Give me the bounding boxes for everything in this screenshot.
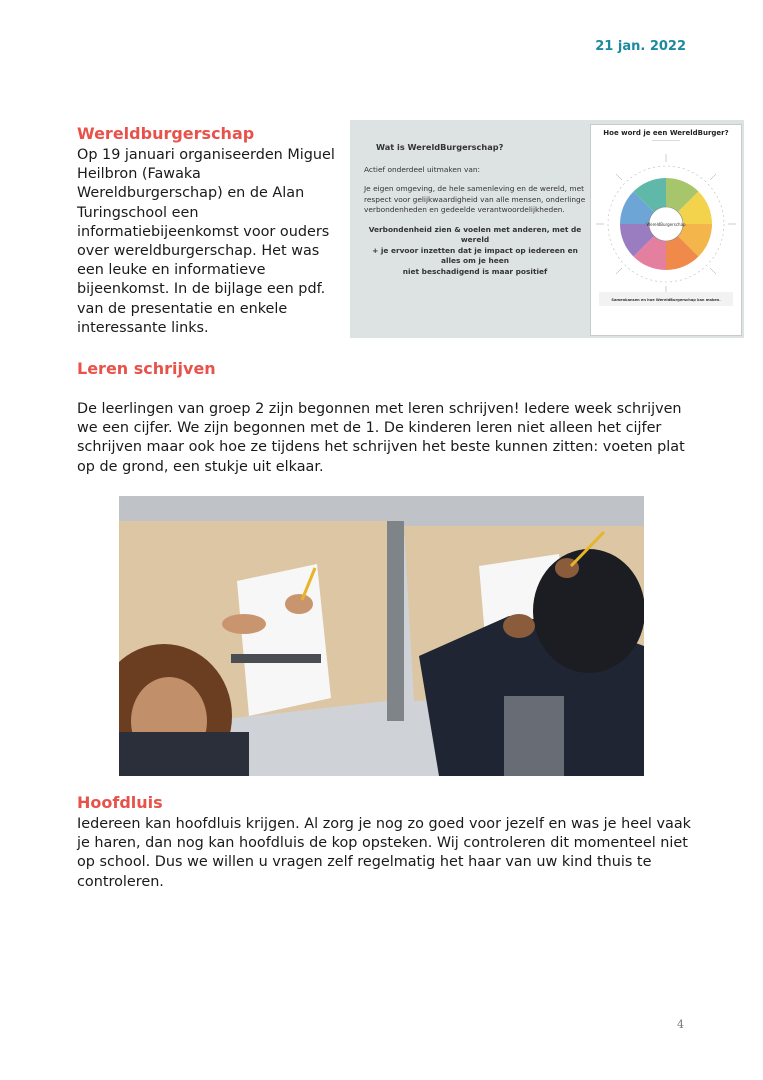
section-heading-leren-schrijven: Leren schrijven xyxy=(77,359,216,378)
poster-wheel-graphic xyxy=(591,142,741,312)
classroom-writing-photo xyxy=(119,496,644,776)
infographic-paragraph: Je eigen omgeving, de hele samenleving en de wereld, met respect voor gelijkwaardigheid van alle mensen, onderlinge verbondenheden en gedeelde verantwoordelijkheden. xyxy=(364,184,586,214)
wereldburgerschap-infographic xyxy=(350,120,744,338)
infographic-bold-line: Verbondenheid zien & voelen met anderen, met de wereld xyxy=(368,224,582,244)
infographic-bold-line: + je ervoor inzetten dat je impact op iedereen en alles om je heen xyxy=(372,245,578,265)
section-heading-wereldburgerschap: Wereldburgerschap xyxy=(77,124,255,143)
infographic-text-panel xyxy=(364,142,586,277)
section-text-leren-schrijven: De leerlingen van groep 2 zijn begonnen met leren schrijven! Iedere week schrijven we een cijfer. We zijn begonnen met de 1. De kinderen leren niet alleen het cijfer schrijven maar ook hoe ze tijdens het schrijven het beste kunnen zitten: voeten plat op de grond, een stukje uit elkaar. xyxy=(77,401,685,475)
page-number: 4 xyxy=(677,1018,684,1031)
infographic-intro: Actief onderdeel uitmaken van: xyxy=(364,164,481,174)
infographic-title: Wat is WereldBurgerschap? xyxy=(376,142,504,152)
poster-title: Hoe word je een WereldBurger? xyxy=(603,129,729,137)
section-text-wereldburgerschap: Op 19 januari organiseerden Miguel Heilbron (Fawaka Wereldburgerschap) en de Alan Turingschool een informatiebijeenkomst voor ouders over wereldburgerschap. Het was een leuke en informatieve bijeenkomst. In de bijlage een pdf. van de presentatie en enkele interessante links. xyxy=(77,147,335,336)
infographic-bold-line: niet beschadigend is maar positief xyxy=(402,266,548,276)
svg-text:WereldBurgerschap: WereldBurgerschap xyxy=(646,222,686,227)
section-heading-hoofdluis: Hoofdluis xyxy=(77,793,163,812)
section-text-hoofdluis: Iedereen kan hoofdluis krijgen. Al zorg je nog zo goed voor jezelf en was je heel vaak je haren, dan nog kan hoofdluis de kop opsteken. Wij controleren dit momenteel niet op school. Dus we willen u vragen zelf regelmatig het haar van uw kind thuis te controleren. xyxy=(77,816,691,890)
svg-text:Samenkansen en hoe WereldBurge: Samenkansen en hoe WereldBurgerschap kan maken. xyxy=(611,298,721,302)
newsletter-date: 21 jan. 2022 xyxy=(595,39,686,54)
infographic-poster xyxy=(590,124,742,336)
poster-subtitle-line: ———————— xyxy=(652,138,680,142)
